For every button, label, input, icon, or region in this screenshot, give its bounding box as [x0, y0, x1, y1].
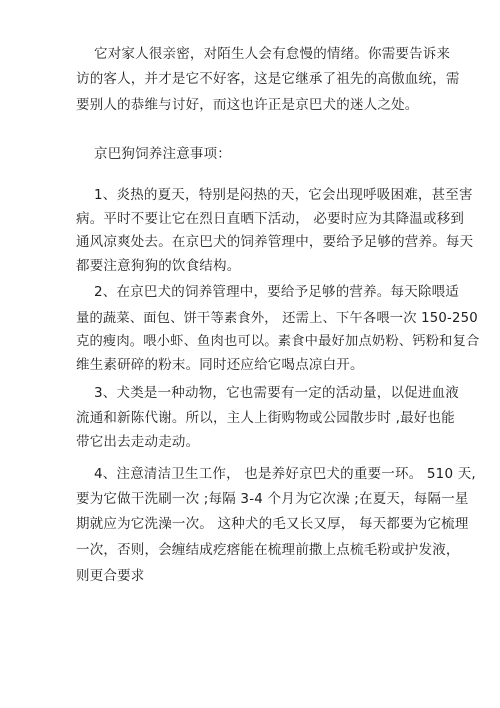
- text-line: 病。平时不要让它在烈日直晒下活动， 必要时应为其降温或移到: [76, 211, 465, 227]
- text-line: 维生素研碎的粉末。同时还应给它喝点凉白开。: [76, 357, 364, 373]
- text-line: 期就应为它洗澡一次。 这种犬的毛又长又厚， 每天都要为它梳理: [76, 516, 469, 532]
- text-line: 要别人的恭维与讨好，而这也许正是京巴犬的迷人之处。: [76, 97, 419, 113]
- text-line: 则更合要求: [76, 568, 145, 584]
- text-line: 克的瘦肉。喂小虾、鱼肉也可以。素食中最好加点奶粉、钙粉和复合: [76, 334, 480, 349]
- text-line: 4、注意清洁卫生工作， 也是养好京巴犬的重要一环。 510 天,: [94, 466, 476, 482]
- text-line: 量的蔬菜、面包、饼干等素食外， 还需上、下午各喂一次 150-250: [76, 311, 478, 326]
- text-line: 它对家人很亲密，对陌生人会有怠慢的情绪。你需要告诉来: [94, 46, 451, 62]
- text-line: 通风凉爽处去。在京巴犬的饲养管理中，要给予足够的营养。每天: [76, 234, 474, 250]
- text-line: 都要注意狗狗的饮食结构。: [76, 258, 241, 274]
- text-line: 3、犬类是一种动物，它也需要有一定的活动量，以促进血液: [94, 385, 459, 401]
- text-line: 访的客人，并才是它不好客，这是它继承了祖先的高傲血统，需: [76, 71, 460, 87]
- section-heading: 京巴狗饲养注意事项：: [94, 146, 231, 162]
- text-line: 2、在京巴犬的饲养管理中，要给予足够的营养。每天除喂适: [94, 284, 459, 300]
- text-line: 带它出去走动走动。: [76, 434, 200, 450]
- text-line: 流通和新陈代谢。所以，主人上街购物或公园散步时 ,最好也能: [76, 410, 455, 426]
- text-line: 1、炎热的夏天，特别是闷热的天，它会出现呼吸困难，甚至害: [94, 187, 473, 203]
- text-line: 要为它做干洗刷一次 ;每隔 3-4 个月为它次澡 ;在夏天，每隔一星: [76, 491, 469, 507]
- text-line: 一次，否则，会缠结成疙瘩能在梳理前撒上点梳毛粉或护发液，: [76, 542, 460, 558]
